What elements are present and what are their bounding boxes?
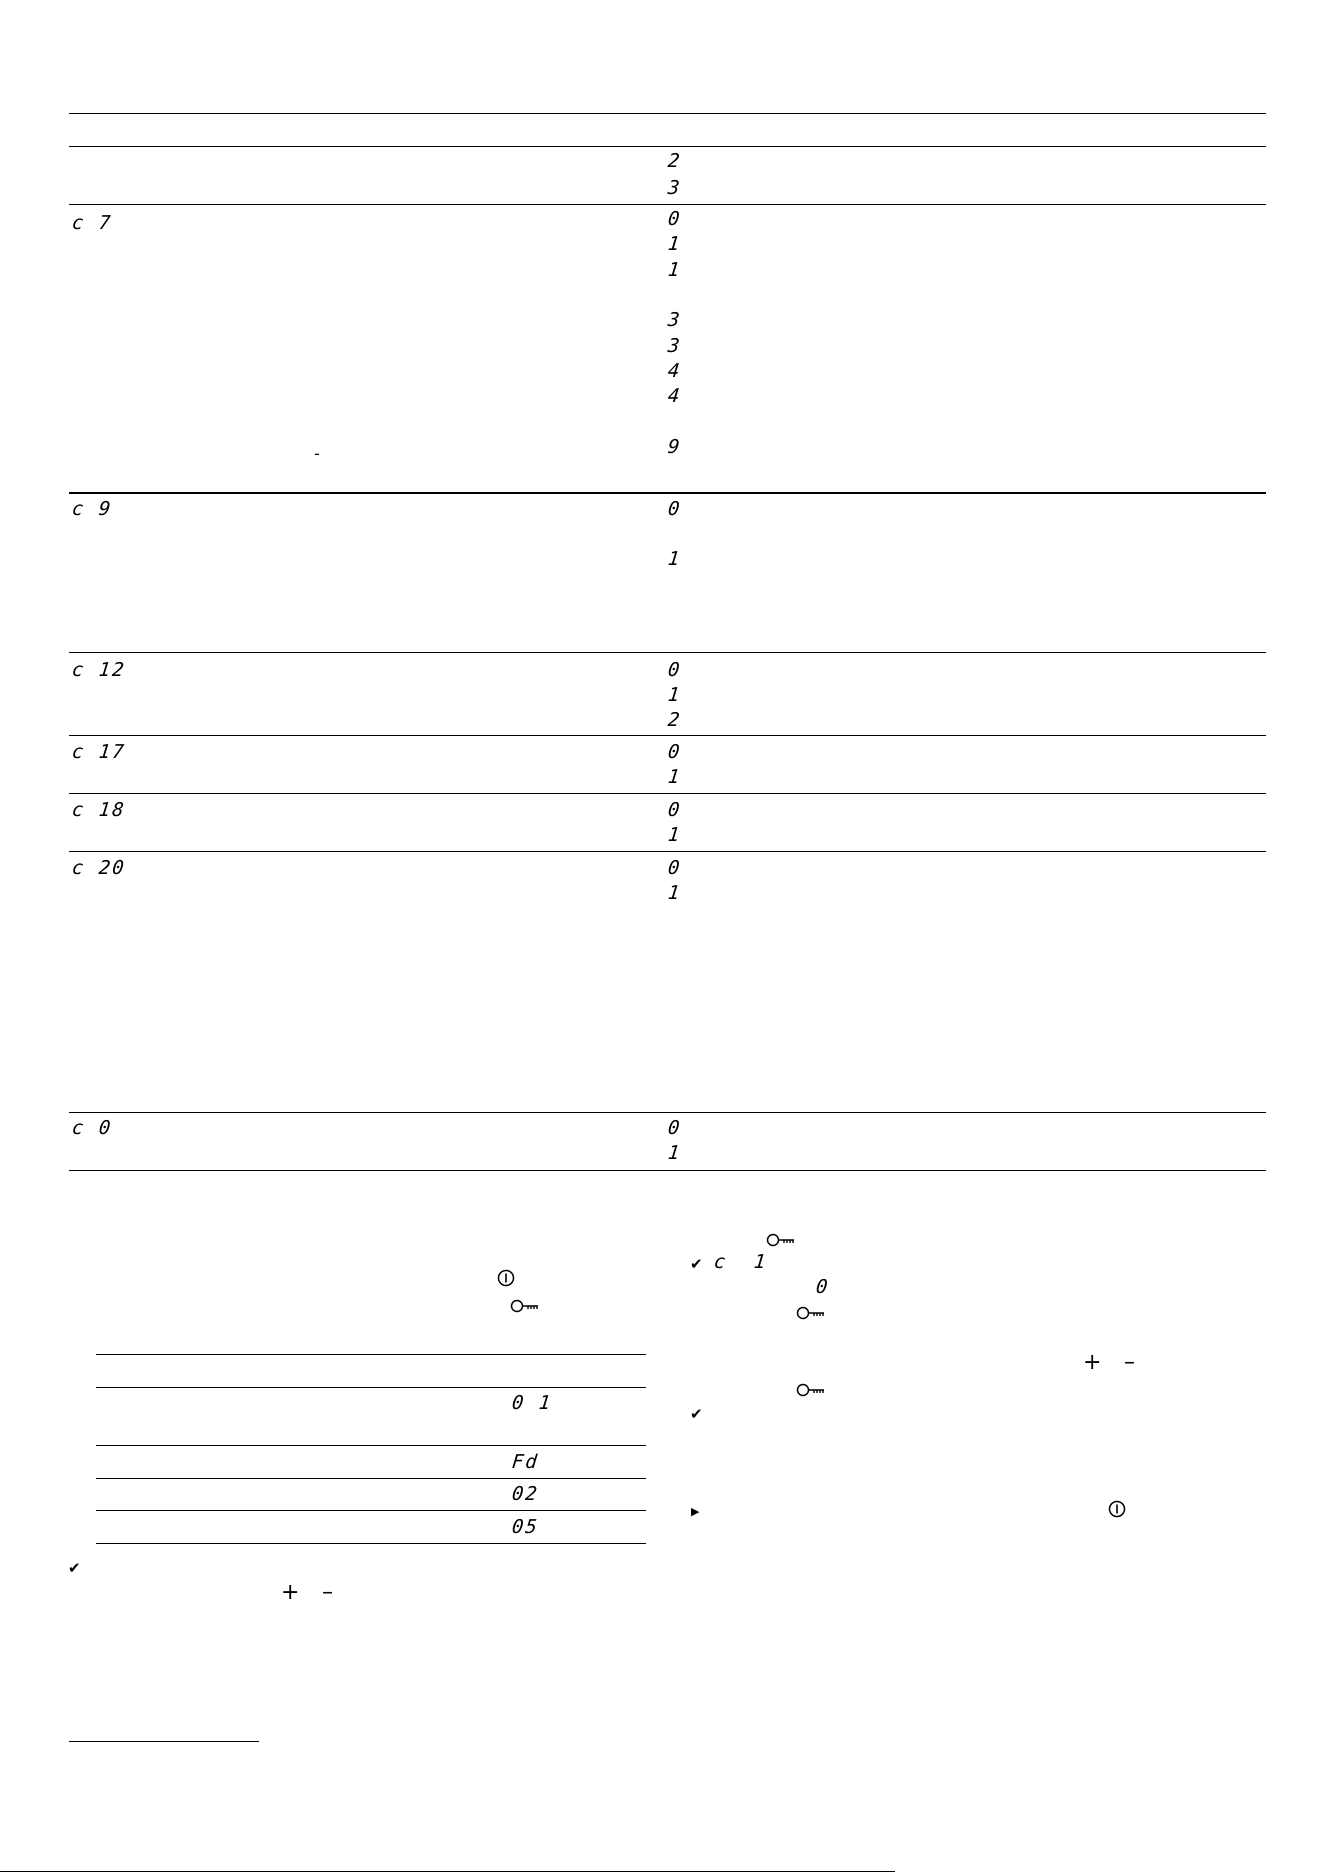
table-rule: [69, 113, 1266, 114]
table-rule: [69, 146, 1266, 147]
check-icon: ✔: [68, 1559, 81, 1577]
setting-value: 0: [666, 208, 683, 230]
table-rule: [69, 1112, 1266, 1113]
footnote-rule: [69, 1741, 259, 1742]
display-value: 0 1: [510, 1392, 554, 1414]
minus-icon: –: [322, 1580, 333, 1605]
table-rule: [96, 1510, 646, 1511]
arrow-right-icon: ▶: [691, 1505, 700, 1518]
setting-value: 1: [666, 684, 683, 706]
setting-code: c 7: [70, 212, 114, 234]
setting-value: 1: [666, 766, 683, 788]
setting-value: 0: [666, 857, 683, 879]
setting-code: c 20: [70, 857, 127, 879]
setting-value: 3: [666, 335, 683, 357]
setting-value: 1: [666, 233, 683, 255]
table-rule: [96, 1387, 646, 1388]
setting-value: 4: [666, 385, 683, 407]
check-icon: ✔: [690, 1255, 703, 1273]
table-rule: [69, 492, 1266, 494]
table-rule: [96, 1354, 646, 1355]
minus-icon: –: [1124, 1350, 1135, 1375]
key-icon: [510, 1298, 540, 1314]
setting-value: 1: [666, 1142, 683, 1164]
setting-value: 0: [666, 741, 683, 763]
setting-code: c 0: [70, 1117, 114, 1139]
key-icon: [796, 1382, 826, 1398]
table-rule: [96, 1478, 646, 1479]
table-rule: [69, 204, 1266, 205]
setting-code: c 17: [70, 741, 127, 763]
key-icon: [766, 1232, 796, 1248]
setting-value: 4: [666, 360, 683, 382]
setting-value: 0: [666, 498, 683, 520]
table-rule: [69, 652, 1266, 653]
table-rule: [69, 1170, 1266, 1171]
setting-value: 3: [666, 309, 683, 331]
setting-value: 0: [666, 659, 683, 681]
setting-value: 3: [666, 177, 683, 199]
setting-code: c 9: [70, 498, 114, 520]
display-value: 02: [510, 1483, 541, 1505]
setting-value: 1: [666, 259, 683, 281]
table-rule: [96, 1543, 646, 1544]
setting-value: 1: [666, 824, 683, 846]
check-icon: ✔: [690, 1405, 703, 1423]
setting-value: 2: [666, 709, 683, 731]
setting-value: 0: [666, 1117, 683, 1139]
key-icon: [796, 1305, 826, 1321]
power-icon: [497, 1269, 515, 1287]
setting-code: c 12: [70, 659, 127, 681]
setting-value: 1: [666, 882, 683, 904]
setting-value: 1: [752, 1251, 769, 1273]
table-rule: [69, 851, 1266, 852]
table-rule: [69, 793, 1266, 794]
setting-value: 0: [666, 799, 683, 821]
setting-value: 2: [666, 150, 683, 172]
setting-value: 0: [814, 1276, 831, 1298]
setting-code: c: [712, 1251, 729, 1273]
display-value: 05: [510, 1516, 541, 1538]
setting-code: c 18: [70, 799, 127, 821]
plus-icon: +: [1083, 1350, 1102, 1375]
display-value: Fd: [510, 1451, 541, 1473]
setting-value: 9: [666, 436, 683, 458]
dash-mark: -: [314, 444, 320, 463]
plus-icon: +: [281, 1580, 300, 1605]
setting-value: 1: [666, 548, 683, 570]
table-rule: [69, 735, 1266, 736]
table-rule: [96, 1445, 646, 1446]
power-icon: [1108, 1500, 1126, 1518]
